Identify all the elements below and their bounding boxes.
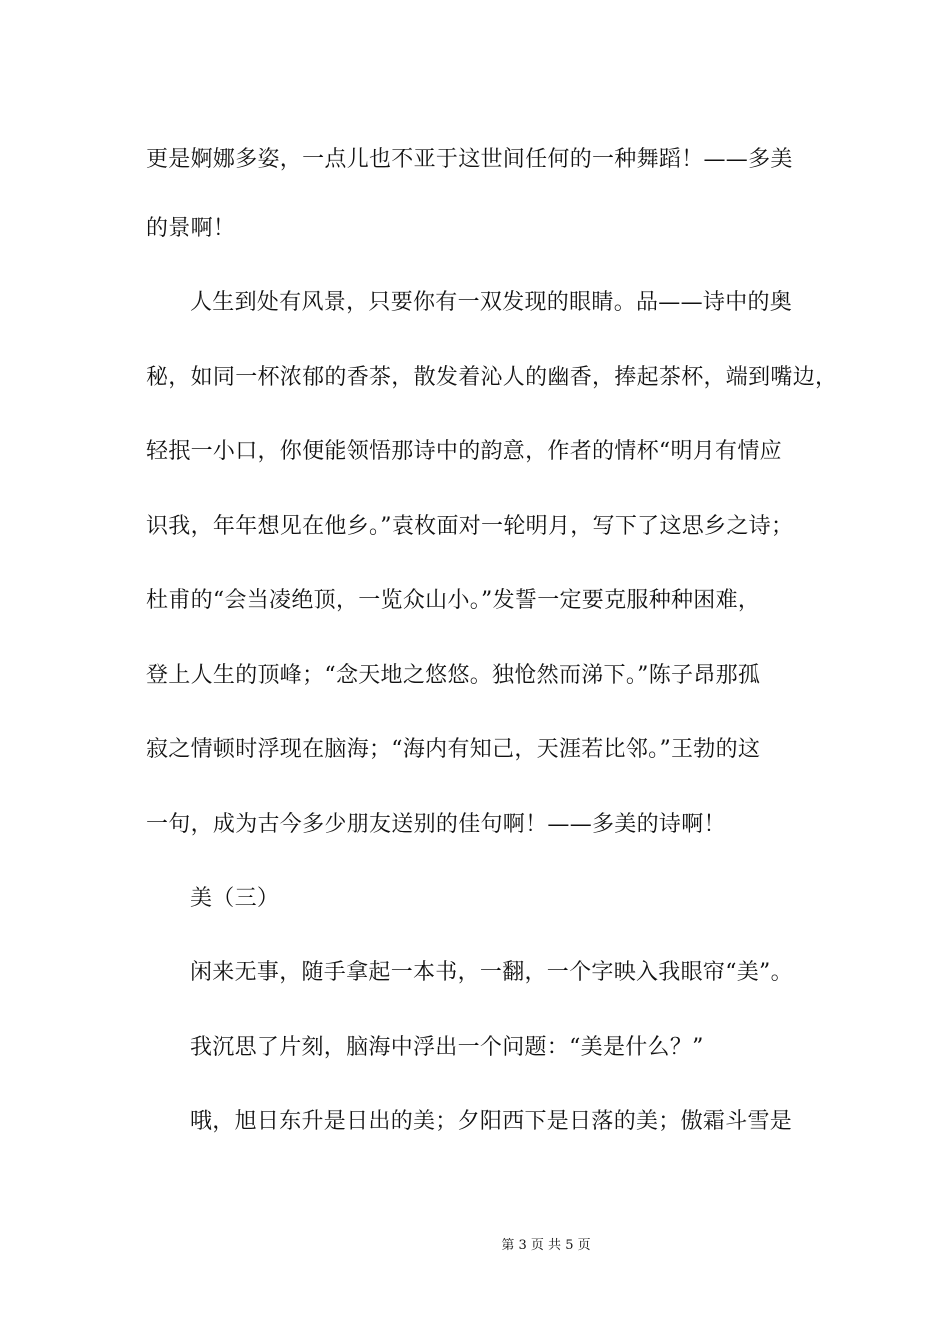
paragraph-line: 的景啊！ [146,216,236,241]
paragraph-line: 一句，成为古今多少朋友送别的佳句啊！——多美的诗啊！ [146,812,726,837]
paragraph-line: 闲来无事，随手拿起一本书，一翻，一个字映入我眼帘“美”。 [190,960,793,985]
paragraph-line: 杜甫的“会当凌绝顶，一览众山小。”发誓一定要克服种种困难， [146,588,761,613]
paragraph-line: 人生到处有风景，只要你有一双发现的眼睛。品——诗中的奥 [190,290,793,315]
paragraph-line: 识我，年年想见在他乡。”袁枚面对一轮明月，写下了这思乡之诗； [146,514,794,539]
page-number-footer: 第 3 页 共 5 页 [501,1238,591,1253]
paragraph-line: 寂之情顿时浮现在脑海；“海内有知己，天涯若比邻。”王勃的这 [146,737,761,762]
paragraph-line: 我沉思了片刻，脑海中浮出一个问题：“美是什么？” [190,1035,704,1060]
section-heading: 美（三） [190,886,280,911]
paragraph-line: 登上人生的顶峰；“念天地之悠悠。独怆然而涕下。”陈子昂那孤 [146,663,761,688]
paragraph-line: 轻抿一小口，你便能领悟那诗中的韵意，作者的情杯“明月有情应 [146,439,782,464]
paragraph-line: 更是婀娜多姿，一点儿也不亚于这世间任何的一种舞蹈！——多美 [146,147,793,172]
paragraph-line: 秘，如同一杯浓郁的香茶，散发着沁人的幽香，捧起茶杯，端到嘴边， [146,365,838,390]
paragraph-line: 哦，旭日东升是日出的美；夕阳西下是日落的美；傲霜斗雪是 [190,1109,793,1134]
